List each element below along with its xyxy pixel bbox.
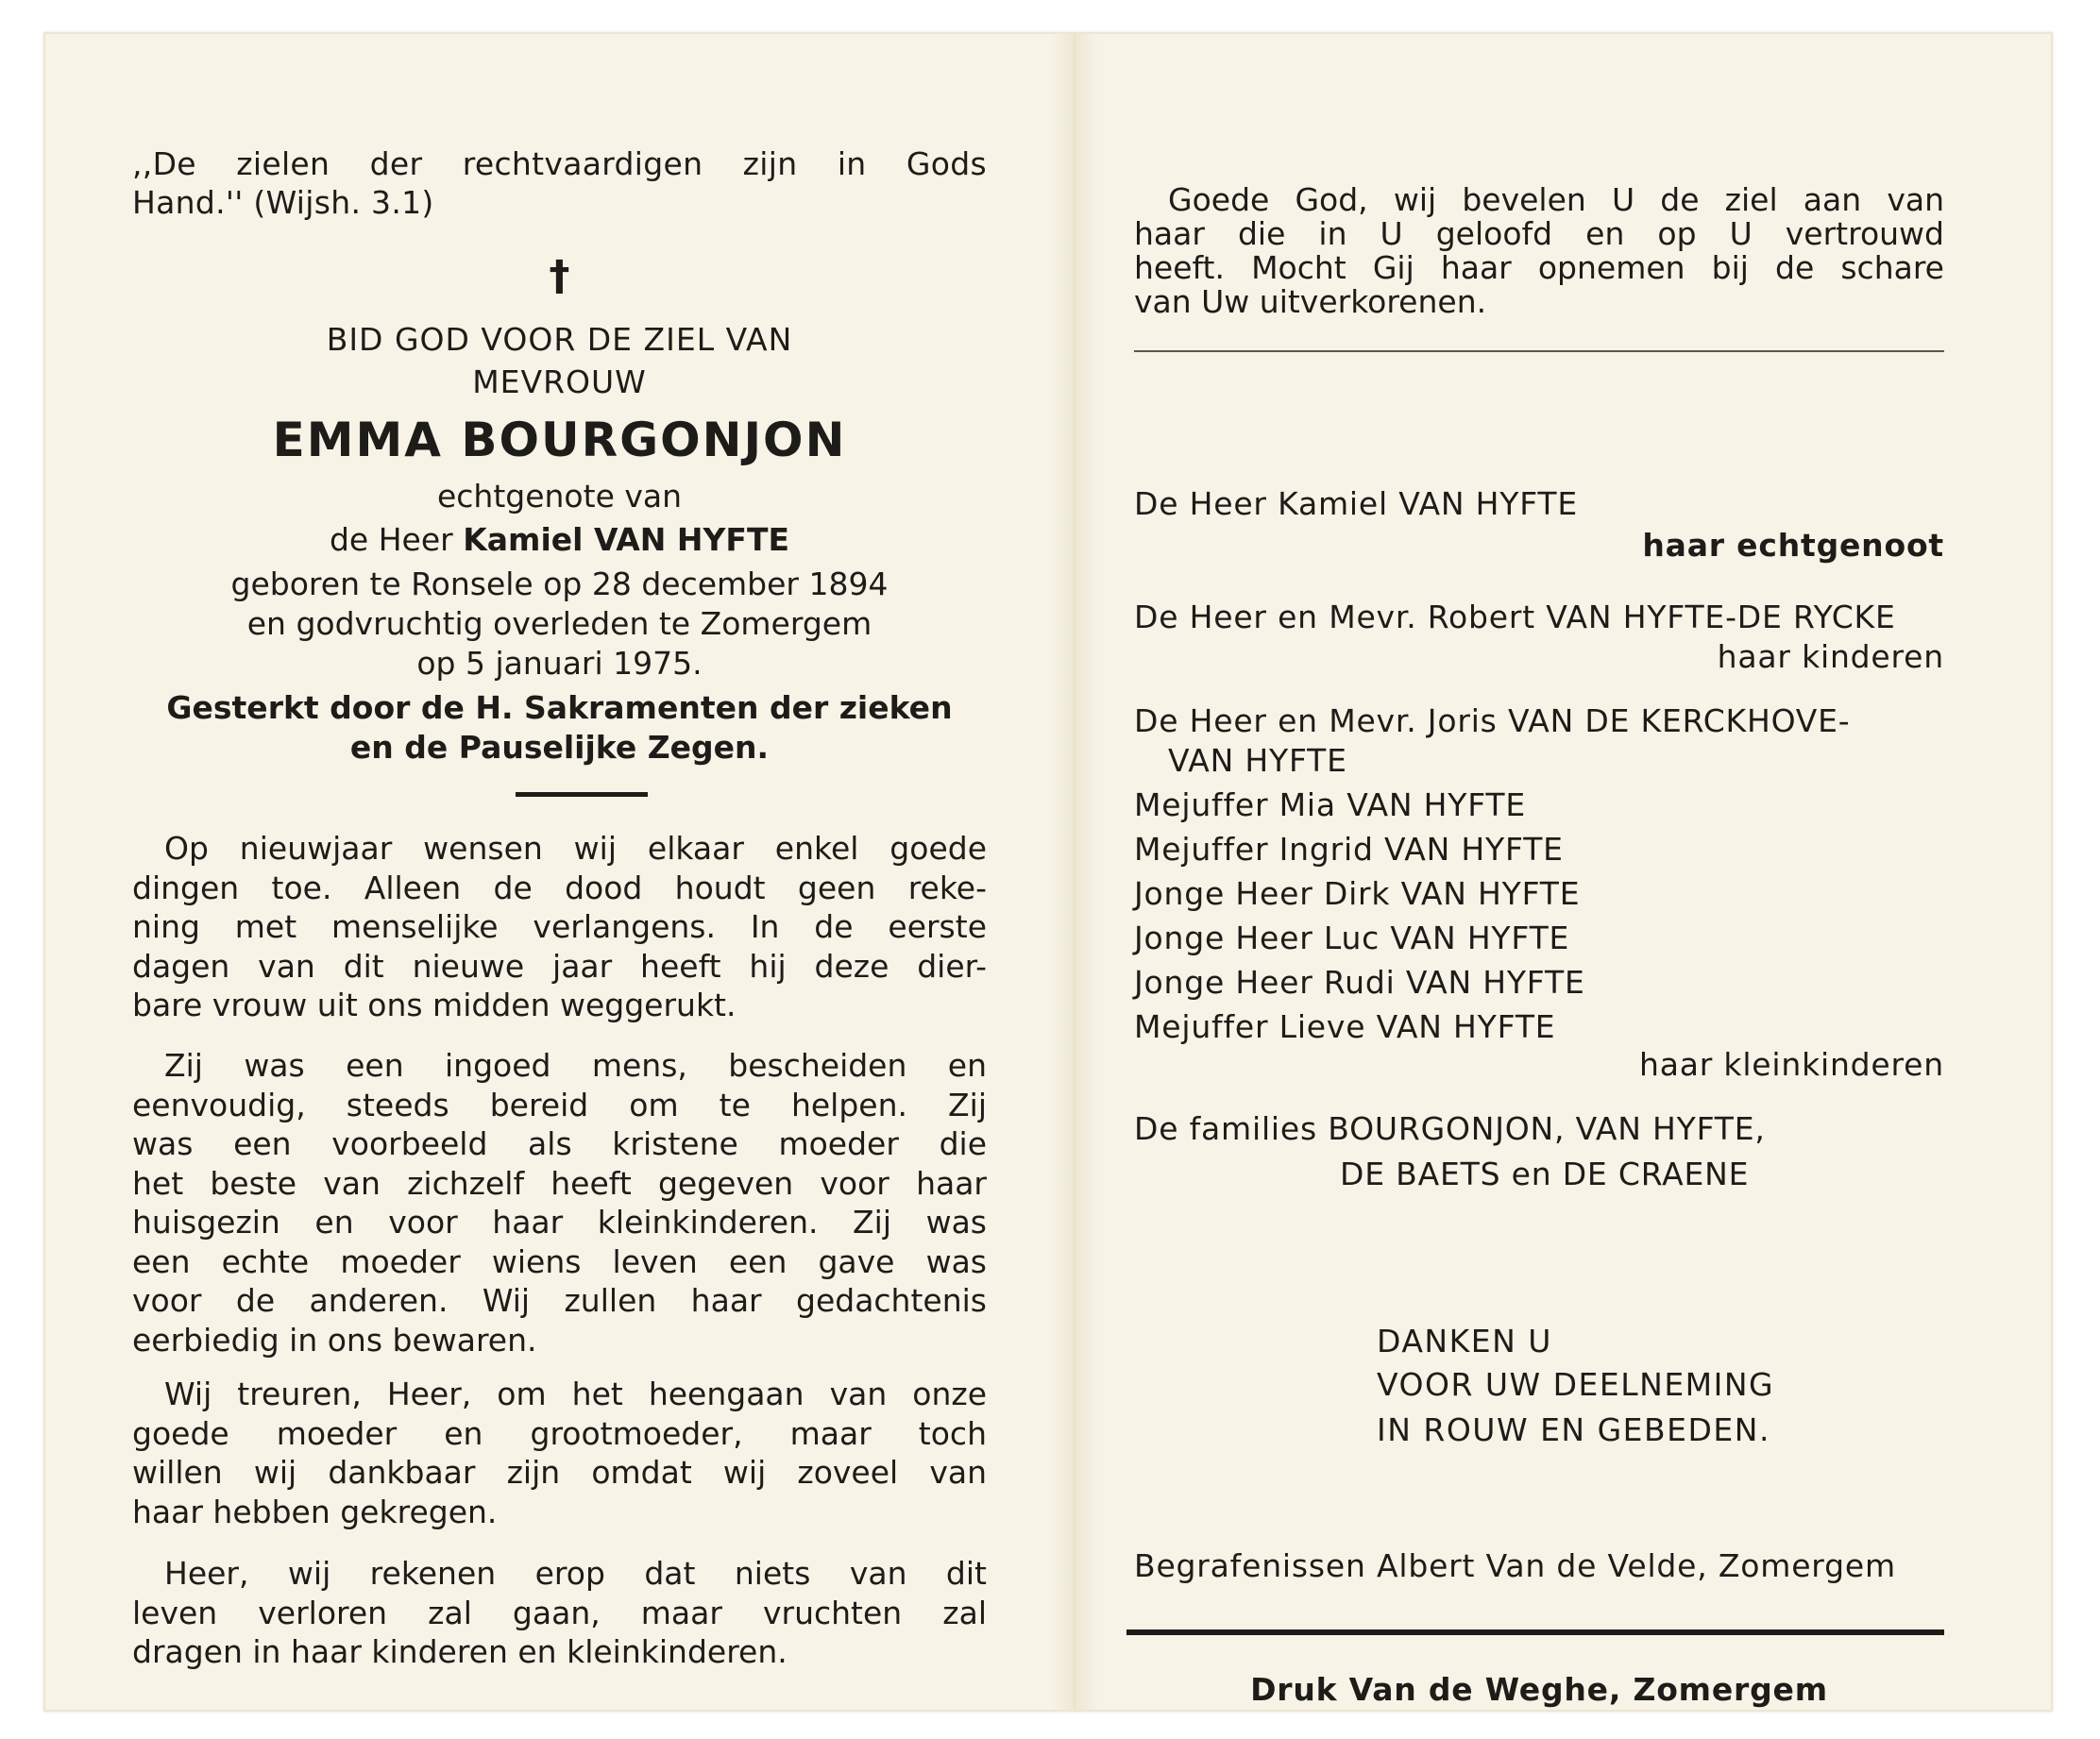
thanks-line: IN ROUW EN GEBEDEN. — [1377, 1411, 1770, 1448]
thanks-line: DANKEN U — [1377, 1323, 1552, 1359]
child-entry: De Heer en Mevr. Robert VAN HYFTE-DE RYCKE — [1134, 599, 1896, 635]
paragraph-character — [132, 1046, 987, 1359]
spouse-name: Kamiel VAN HYFTE — [463, 521, 789, 558]
spouse-relation: haar echtgenoot — [1642, 527, 1944, 564]
text-line: bare vrouw uit ons midden weggerukt. — [132, 987, 737, 1023]
spouse-entry: De Heer Kamiel VAN HYFTE — [1134, 485, 1579, 522]
children-relation: haar kinderen — [1717, 638, 1944, 675]
text-line: Op nieuwjaar wensen wij elkaar enkel goede — [164, 830, 987, 867]
paragraph-hope — [132, 1554, 987, 1672]
grandchild-entry: Mejuffer Mia VAN HYFTE — [1134, 786, 1527, 823]
text-line: ning met menselijke verlangens. In de eerste — [132, 908, 987, 945]
funeral-home: Begrafenissen Albert Van de Velde, Zomergem — [1134, 1547, 1896, 1584]
quote-line: Hand.'' (Wijsh. 3.1) — [132, 184, 434, 221]
grandchild-entry: Jonge Heer Luc VAN HYFTE — [1134, 920, 1570, 956]
families-entry-cont: DE BAETS en DE CRAENE — [1340, 1156, 1750, 1192]
thanks-line: VOOR UW DEELNEMING — [1377, 1366, 1775, 1403]
text-line: eerbiedig in ons bewaren. — [132, 1321, 537, 1359]
cross-icon: † — [549, 252, 570, 300]
text-line: Heer, wij rekenen erop dat niets van dit — [164, 1555, 987, 1592]
text-line: voor de anderen. Wij zullen haar gedachtenis — [132, 1282, 987, 1319]
spouse-intro: echtgenote van — [436, 478, 683, 515]
text-line: was een voorbeeld als kristene moeder die — [132, 1125, 987, 1162]
text-line: het beste van zichzelf heeft gegeven voor haar — [132, 1164, 987, 1202]
text-line: haar hebben gekregen. — [132, 1493, 498, 1530]
info-line: geboren te Ronsele op 28 december 1894 — [230, 566, 889, 602]
printer-credit: Druk Van de Weghe, Zomergem — [1250, 1671, 1828, 1708]
prayer-line: haar die in U geloofd en op U vertrouwd — [1134, 215, 1944, 252]
text-line: huisgezin en voor haar kleinkinderen. Zij was — [132, 1204, 987, 1241]
prayer-line: heeft. Mocht Gij haar opnemen bij de schare — [1134, 249, 1944, 286]
memorial-card — [43, 32, 2053, 1712]
divider — [516, 792, 648, 797]
prayer-line: van Uw uitverkorenen. — [1134, 283, 1487, 320]
deceased-name: EMMA BOURGONJON — [272, 413, 847, 467]
spouse-prefix: de Heer — [329, 521, 453, 558]
grandchild-entry: Mejuffer Ingrid VAN HYFTE — [1134, 831, 1564, 868]
child-entry: De Heer en Mevr. Joris VAN DE KERCKHOVE- — [1134, 702, 1851, 739]
paragraph-newyear — [132, 829, 987, 1025]
text-line: Zij was een ingoed mens, bescheiden en — [164, 1047, 987, 1084]
families-entry: De families BOURGONJON, VAN HYFTE, — [1134, 1110, 1766, 1147]
grandchild-entry: Jonge Heer Dirk VAN HYFTE — [1134, 875, 1581, 912]
grandchild-entry: Jonge Heer Rudi VAN HYFTE — [1134, 964, 1585, 1001]
prayer-heading: BID GOD VOOR DE ZIEL VAN — [326, 321, 793, 358]
title-mevrouw: MEVROUW — [472, 363, 647, 400]
grandchild-entry: Mejuffer Lieve VAN HYFTE — [1134, 1008, 1556, 1045]
text-line: goede moeder en grootmoeder, maar toch — [132, 1414, 987, 1452]
info-line: en de Pauselijke Zegen. — [349, 729, 770, 766]
text-line: een echte moeder wiens leven een gave was — [132, 1242, 987, 1280]
spouse-line — [132, 519, 987, 561]
paragraph-mourning — [132, 1375, 987, 1531]
info-line: op 5 januari 1975. — [416, 645, 703, 682]
card-fold — [1051, 34, 1098, 1710]
closing-prayer — [1134, 183, 1944, 319]
text-line: eenvoudig, steeds bereid om te helpen. Zij — [132, 1086, 987, 1123]
info-line: en godvruchtig overleden te Zomergem — [246, 605, 872, 642]
divider — [1134, 350, 1944, 352]
child-entry-cont: VAN HYFTE — [1168, 742, 1347, 779]
birth-death-info — [132, 565, 987, 684]
text-line: dragen in haar kinderen en kleinkinderen. — [132, 1633, 788, 1670]
sacraments-info — [132, 688, 987, 768]
divider — [1126, 1629, 1944, 1635]
text-line: willen wij dankbaar zijn omdat wij zoveel van — [132, 1454, 987, 1491]
quote-line: ,,De zielen der rechtvaardigen zijn in Gods — [132, 145, 987, 182]
scripture-quote — [132, 144, 987, 222]
prayer-line: Goede God, wij bevelen U de ziel aan van — [1168, 181, 1944, 218]
text-line: Wij treuren, Heer, om het heengaan van onze — [164, 1376, 987, 1412]
text-line: leven verloren zal gaan, maar vruchten zal — [132, 1594, 987, 1631]
text-line: dagen van dit nieuwe jaar heeft hij deze dier- — [132, 947, 987, 985]
text-line: dingen toe. Alleen de dood houdt geen reke- — [132, 869, 987, 906]
info-line: Gesterkt door de H. Sakramenten der zieken — [166, 689, 953, 726]
grandchildren-relation: haar kleinkinderen — [1639, 1046, 1944, 1083]
